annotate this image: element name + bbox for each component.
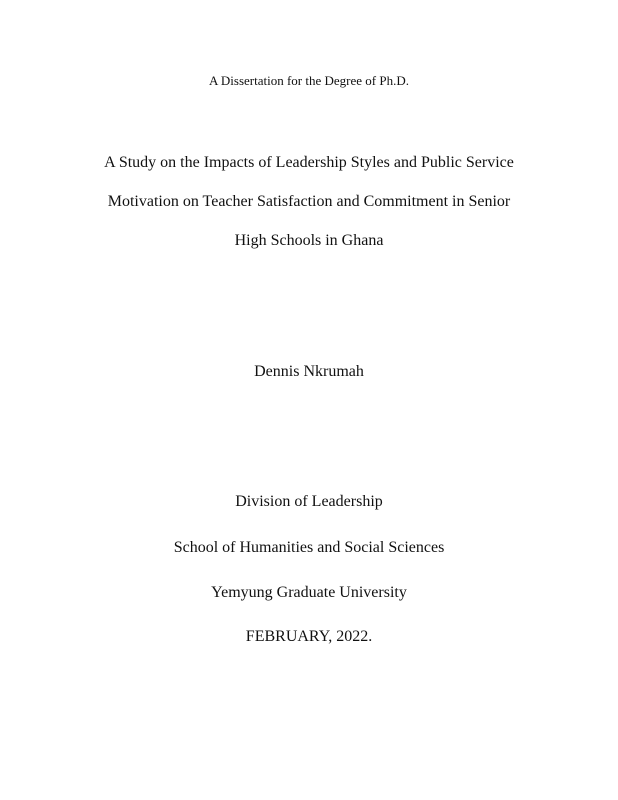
division-name: Division of Leadership xyxy=(235,493,383,510)
degree-line: A Dissertation for the Degree of Ph.D. xyxy=(208,73,409,88)
submission-date: FEBRUARY, 2022. xyxy=(245,628,373,645)
school-name: School of Humanities and Social Sciences xyxy=(173,539,445,556)
university-name: Yemyung Graduate University xyxy=(211,584,407,601)
title-line-2: Motivation on Teacher Satisfaction and Commitment in Senior xyxy=(107,193,511,210)
author-name: Dennis Nkrumah xyxy=(254,363,364,380)
title-line-3: High Schools in Ghana xyxy=(234,232,384,249)
title-line-1: A Study on the Impacts of Leadership Styles and Public Service xyxy=(104,154,514,171)
